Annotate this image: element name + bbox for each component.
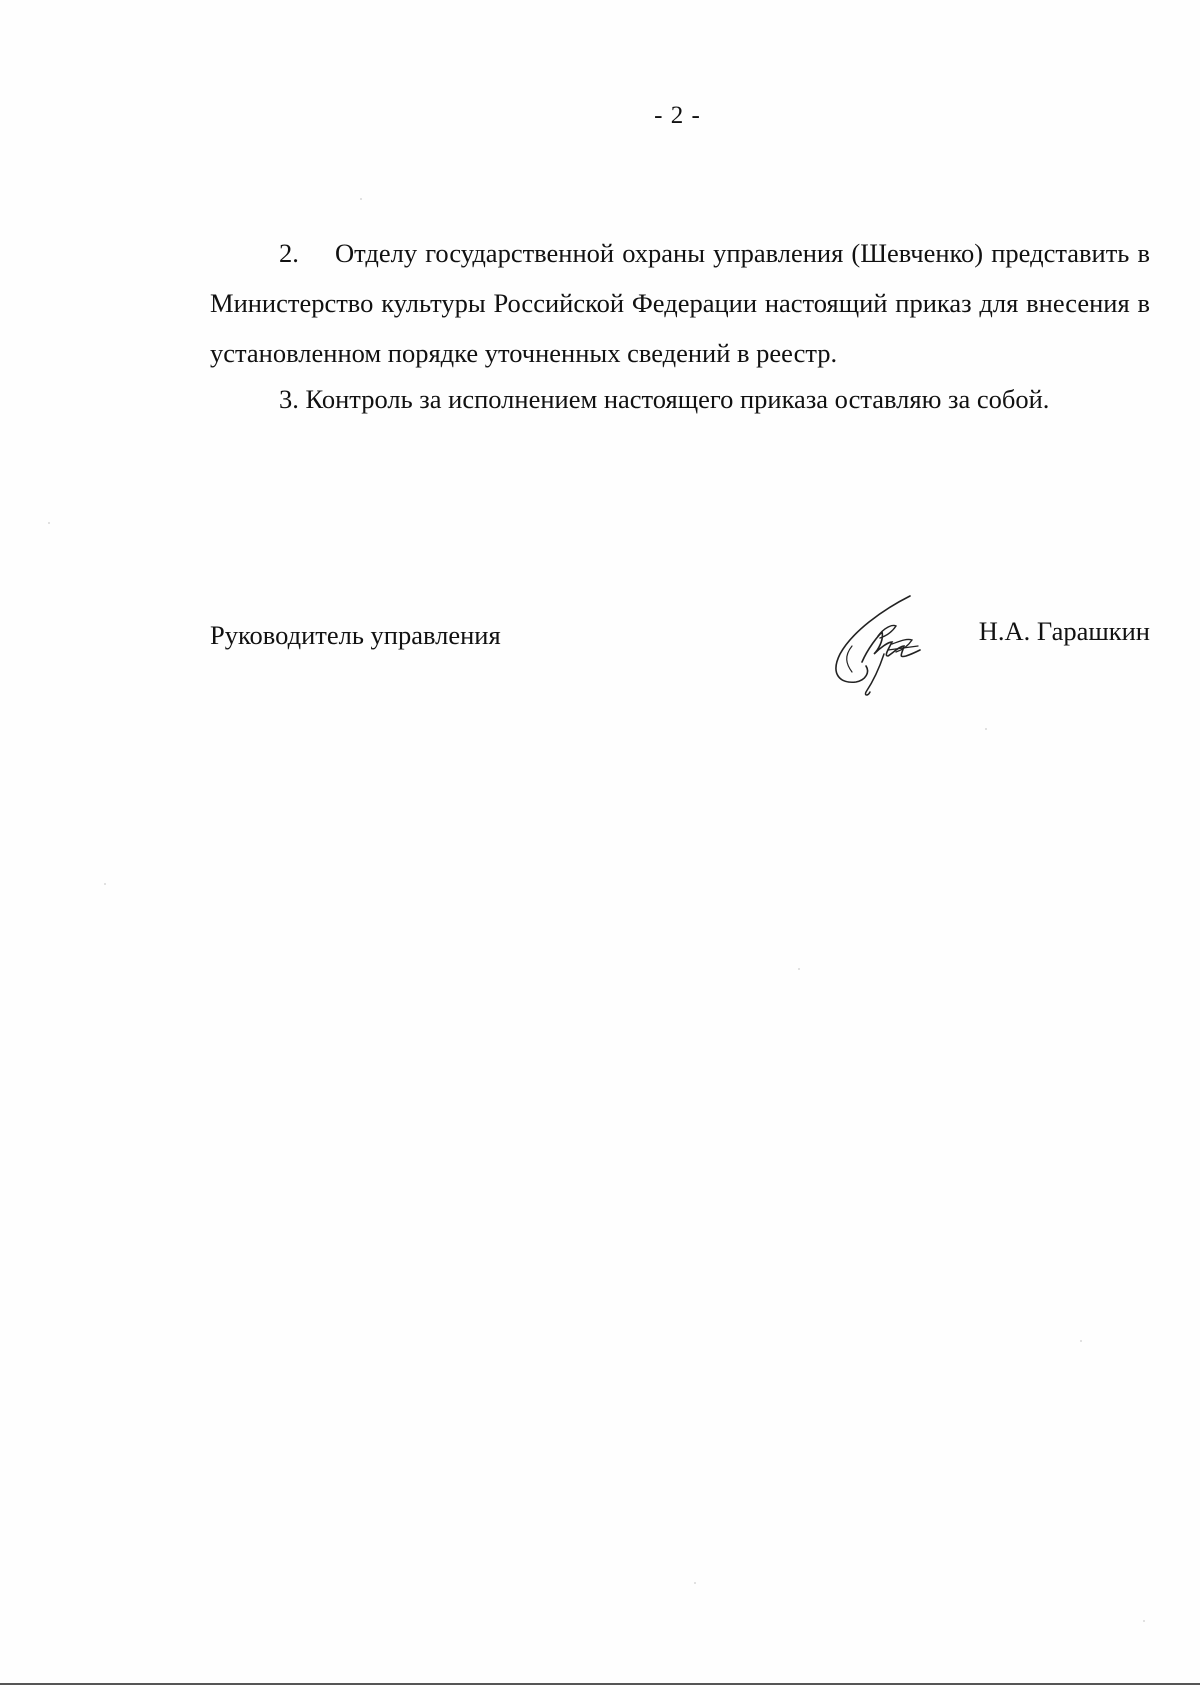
paragraph-2 (210, 228, 1150, 378)
scan-speck (360, 198, 362, 200)
signatory-position: Руководитель управления (210, 620, 501, 650)
handwritten-signature-icon (822, 592, 932, 702)
scan-speck (985, 728, 987, 730)
document-body (210, 228, 1150, 424)
scan-speck (798, 968, 800, 970)
scan-speck (1143, 1620, 1145, 1622)
paragraph-2-number: 2. (279, 238, 299, 268)
scan-speck (104, 883, 106, 885)
paragraph-2-text: Отделу государственной охраны управления (Шевченко) представить в Министерство культуры Российской Федерации настоящий приказ для внесения в установленном порядке уточненных сведений в реестр. (210, 238, 1150, 368)
page-number: - 2 - (654, 102, 701, 129)
scan-speck (1080, 1340, 1082, 1342)
paragraph-3: 3. Контроль за исполнением настоящего приказа оставляю за собой. (279, 384, 1050, 414)
signatory-name: Н.А. Гарашкин (978, 616, 1150, 646)
signature-block (210, 610, 1150, 710)
scan-speck (694, 1582, 696, 1584)
scan-speck (48, 522, 50, 524)
scan-edge-line (0, 1683, 1200, 1685)
